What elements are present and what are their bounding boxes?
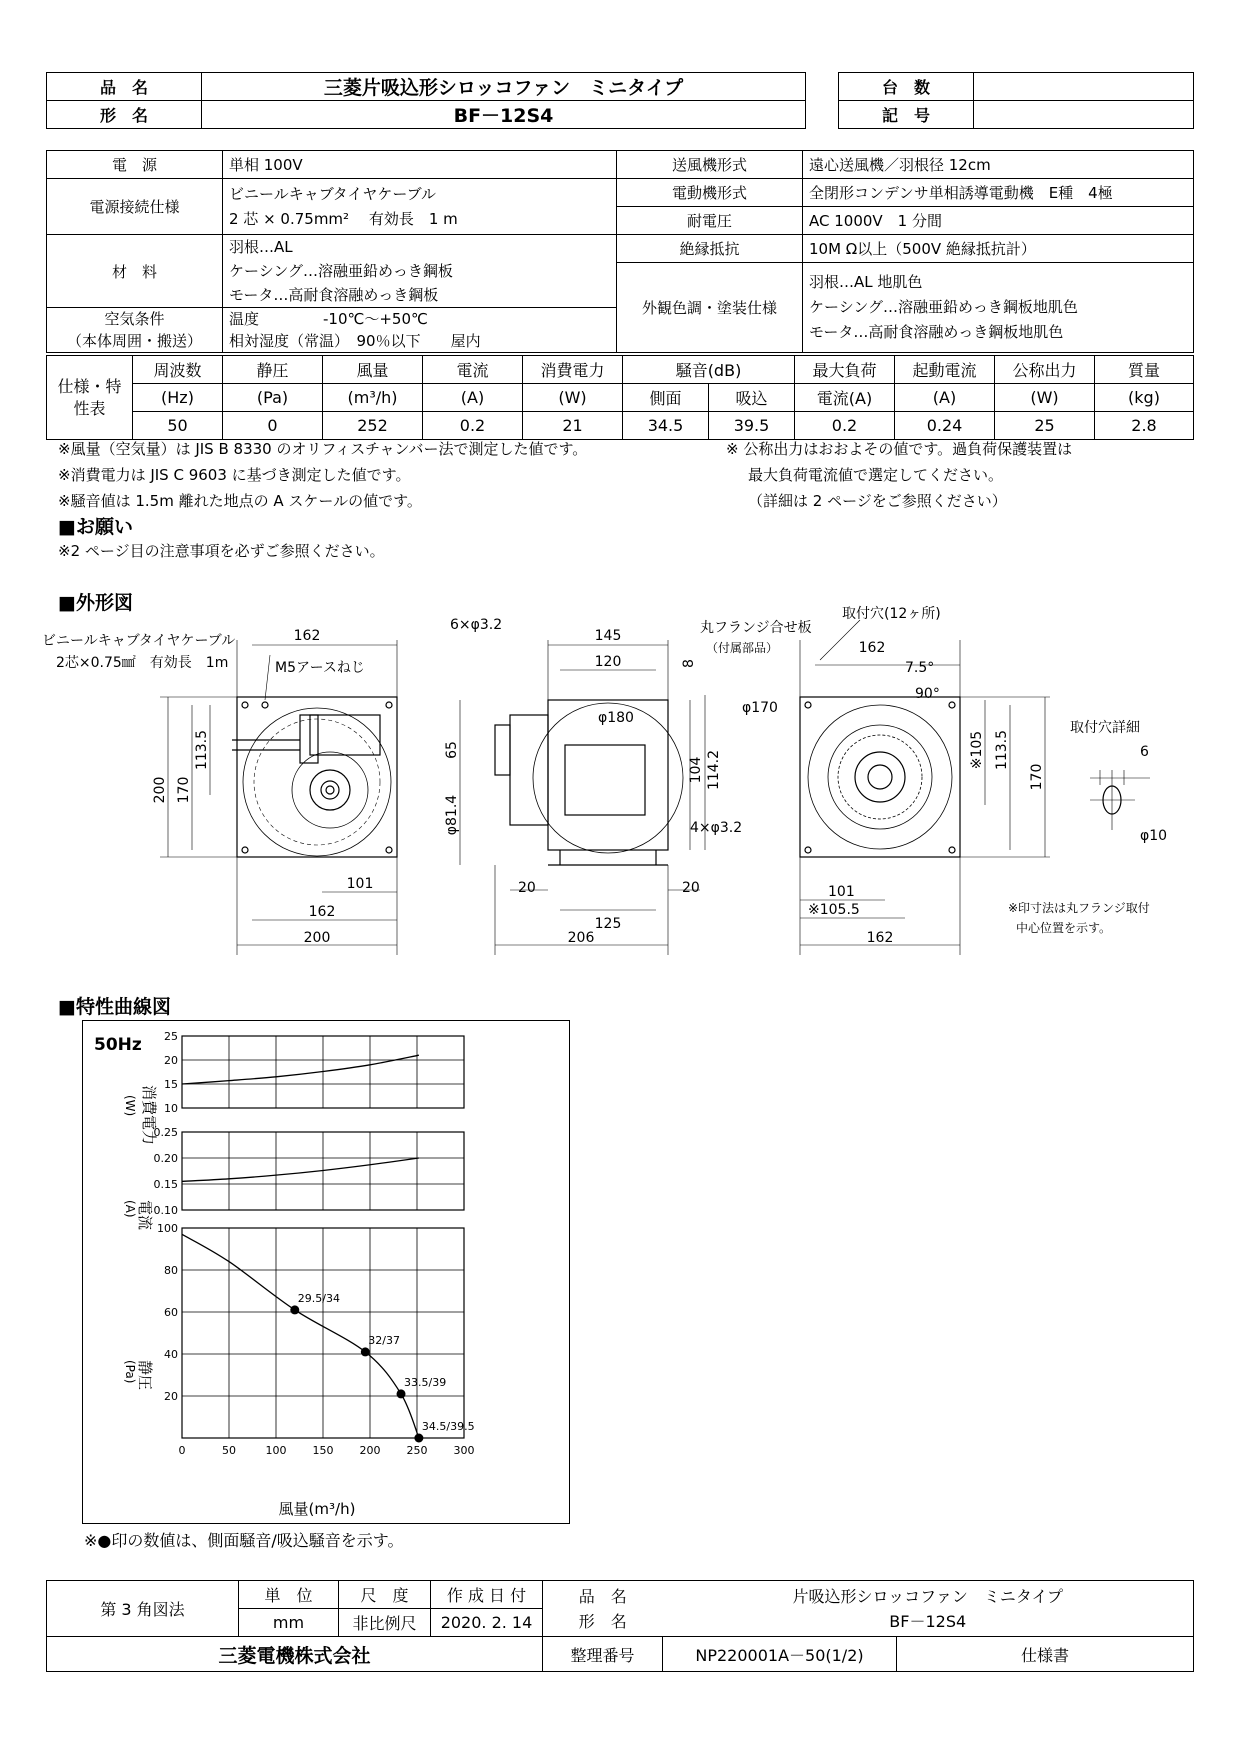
blower-type-label: 送風機形式 [617, 151, 803, 179]
conn-value-2: 2 芯 × 0.75mm² 有効長 1 m [229, 209, 458, 228]
conn-value [223, 179, 617, 235]
model-value: BF－12S4 [202, 101, 806, 129]
dim-m206: 206 [567, 930, 595, 946]
note-power: ※消費電力は JIS C 9603 に基づき測定した値です。 [58, 466, 411, 484]
mark-note-1: ※印寸法は丸フランジ取付 [1008, 901, 1150, 915]
air-humidity: 相対湿度（常温） 90％以下 屋内 [229, 332, 481, 350]
conn-value-1: ビニールキャブタイヤケーブル [229, 184, 437, 203]
unit-start-current: (A) [895, 384, 995, 412]
blower-type-value: 遠心送風機／羽根径 12cm [803, 151, 1194, 179]
dim-r1135: 113.5 [994, 729, 1010, 771]
insulation-label: 絶縁抵抗 [617, 235, 803, 263]
dim-l162: 162 [293, 628, 321, 644]
insulation-value: 10M Ω以上（500V 絶縁抵抗計） [803, 235, 1194, 263]
footer-model-value: BF－12S4 [889, 1611, 967, 1631]
dim-l101: 101 [346, 876, 374, 892]
outline-title: ■外形図 [58, 592, 133, 614]
y-tick-label: 0.20 [153, 1152, 178, 1165]
note-output-3: （詳細は 2 ページをご参照ください） [748, 492, 1007, 510]
footer-company: 三菱電機株式会社 [47, 1637, 543, 1672]
noise-intake: 吸込 [709, 384, 795, 412]
pressure-axis-label: 静圧 [136, 1360, 154, 1391]
dim-m4h: 4×φ3.2 [690, 820, 743, 836]
footer-name-values [663, 1581, 1194, 1637]
dim-r170d: φ170 [742, 700, 778, 716]
data-label: 34.5/39.5 [421, 1420, 475, 1433]
data-label: 33.5/39 [404, 1375, 447, 1389]
air-label [47, 308, 223, 353]
dim-r162b: 162 [866, 930, 894, 946]
data-point [397, 1389, 406, 1398]
dim-r90: 90° [915, 686, 940, 702]
val-output: 25 [995, 412, 1095, 440]
y-tick-label: 0.25 [153, 1126, 178, 1139]
withstand-label: 耐電圧 [617, 207, 803, 235]
spec-table [46, 150, 1194, 353]
val-pressure: 0 [223, 412, 323, 440]
holes-label: 取付穴(12ヶ所) [842, 606, 941, 622]
current-axis-label: 電流 [136, 1200, 154, 1231]
mark-label: 記 号 [839, 101, 974, 129]
footer-ref-label: 整理番号 [543, 1637, 663, 1672]
air-temp-label: 温度 [229, 310, 260, 328]
val-max-current: 0.2 [795, 412, 895, 440]
dim-r101: 101 [828, 884, 855, 900]
dim-m814: φ81.4 [444, 794, 460, 836]
dim-h10: φ10 [1140, 828, 1168, 844]
hdr-power: 消費電力 [523, 356, 623, 384]
x-tick-label: 0 [178, 1444, 186, 1457]
name-value: 三菱片吸込形シロッコファン ミニタイプ [202, 73, 806, 101]
val-start-current: 0.24 [895, 412, 995, 440]
flange-label-2: （付属部品） [706, 641, 779, 655]
material-value [223, 235, 617, 308]
outline-drawing [0, 600, 1240, 960]
request-text: ※2 ページ目の注意事項を必ずご参照ください。 [58, 542, 385, 560]
x-tick-label: 200 [359, 1444, 381, 1457]
dim-m65: 65 [444, 741, 460, 759]
qty-value [974, 73, 1194, 101]
unit-power: (W) [523, 384, 623, 412]
dim-l170: 170 [176, 776, 192, 804]
finish-2: ケーシング…溶融亜鉛めっき鋼板地肌色 [809, 298, 1078, 316]
hdr-start-current: 起動電流 [895, 356, 995, 384]
qty-table [838, 72, 1194, 129]
finish-1: 羽根…AL 地肌色 [809, 273, 923, 291]
footer-unit-label: 単 位 [239, 1581, 339, 1609]
y-tick-label: 0.15 [153, 1178, 178, 1191]
y-tick-label: 20 [164, 1054, 178, 1067]
name-label: 品 名 [47, 73, 202, 101]
dim-r75: 7.5° [905, 660, 935, 676]
air-value [223, 308, 617, 353]
dim-l200b: 200 [303, 930, 331, 946]
finish-3: モータ…高耐食溶融めっき鋼板地肌色 [809, 323, 1064, 341]
hdr-mass: 質量 [1095, 356, 1194, 384]
footer-model-label: 形 名 [578, 1611, 627, 1631]
y-tick-label: 10 [164, 1102, 178, 1115]
x-tick-label: 150 [312, 1444, 334, 1457]
hdr-current: 電流 [423, 356, 523, 384]
dim-m125: 125 [594, 916, 622, 932]
footer-name-value: 片吸込形シロッコファン ミニタイプ [792, 1586, 1064, 1606]
dim-m20a: 20 [518, 880, 536, 896]
unit-max-current: 電流(A) [795, 384, 895, 412]
withstand-value: AC 1000V 1 分間 [803, 207, 1194, 235]
hdr-noise: 騒音(dB) [623, 356, 795, 384]
footer-name-labels [543, 1581, 663, 1637]
y-tick-label: 100 [157, 1222, 178, 1235]
material-1: 羽根…AL [229, 238, 293, 256]
conn-label: 電源接続仕様 [47, 179, 223, 235]
y-tick-label: 40 [164, 1348, 178, 1361]
qty-label: 台 数 [839, 73, 974, 101]
air-label-1: 空気条件 [104, 310, 165, 328]
motor-type-label: 電動機形式 [617, 179, 803, 207]
model-label: 形 名 [47, 101, 202, 129]
dim-m6h: 6×φ3.2 [450, 617, 503, 633]
curve-title: ■特性曲線図 [58, 996, 171, 1018]
unit-mass: (kg) [1095, 384, 1194, 412]
dim-m104: 104 [688, 756, 704, 784]
y-tick-label: 25 [164, 1030, 178, 1043]
material-3: モータ…高耐食溶融めっき鋼板 [229, 286, 439, 304]
data-point [414, 1434, 423, 1443]
screw-label: M5アースねじ [275, 660, 365, 676]
series-line [182, 1055, 419, 1084]
dim-r170: 170 [1029, 763, 1045, 791]
footer-name-label: 品 名 [578, 1586, 627, 1606]
footer-scale-label: 尺 度 [339, 1581, 431, 1609]
header-table [46, 72, 806, 129]
val-current: 0.2 [423, 412, 523, 440]
unit-current: (A) [423, 384, 523, 412]
material-label: 材 料 [47, 235, 223, 308]
val-power: 21 [523, 412, 623, 440]
unit-pressure: (Pa) [223, 384, 323, 412]
note-airflow: ※風量（空気量）は JIS B 8330 のオリフィスチャンバー法で測定した値です。 [58, 440, 588, 458]
data-point [290, 1305, 299, 1314]
val-noise-side: 34.5 [623, 412, 709, 440]
pressure-axis-unit: (Pa) [123, 1360, 137, 1384]
hdr-pressure: 静圧 [223, 356, 323, 384]
y-tick-label: 20 [164, 1390, 178, 1403]
footer-projection: 第 3 角図法 [47, 1581, 239, 1637]
cable-label-1: ビニールキャブタイヤケーブル [42, 633, 236, 649]
curve-freq: 50Hz [94, 1035, 142, 1055]
footer-date-value: 2020. 2. 14 [431, 1609, 543, 1637]
hdr-output: 公称出力 [995, 356, 1095, 384]
x-axis-label: 風量(m³/h) [278, 1500, 356, 1518]
mark-note-2: 中心位置を示す。 [1016, 921, 1112, 935]
note-noise: ※騒音値は 1.5m 離れた地点の A スケールの値です。 [58, 492, 422, 510]
dim-m8: 8 [681, 659, 697, 668]
note-output-2: 最大負荷電流値で選定してください。 [748, 466, 1004, 484]
unit-output: (W) [995, 384, 1095, 412]
val-noise-intake: 39.5 [709, 412, 795, 440]
dim-m1142: 114.2 [706, 749, 722, 791]
hdr-max-current: 最大負荷 [795, 356, 895, 384]
val-mass: 2.8 [1095, 412, 1194, 440]
dim-l162b: 162 [308, 904, 336, 920]
noise-side: 側面 [623, 384, 709, 412]
curve-note: ※●印の数値は、側面騒音/吸込騒音を示す。 [84, 1531, 404, 1550]
data-label: 29.5/34 [297, 1291, 341, 1305]
dim-h6: 6 [1140, 744, 1149, 760]
dim-m120: 120 [594, 654, 622, 670]
y-tick-label: 60 [164, 1306, 178, 1319]
footer-scale-value: 非比例尺 [339, 1609, 431, 1637]
power-value: 単相 100V [223, 151, 617, 179]
x-tick-label: 100 [265, 1444, 287, 1457]
unit-airflow: (m³/h) [323, 384, 423, 412]
unit-freq: (Hz) [133, 384, 223, 412]
x-tick-label: 250 [406, 1444, 428, 1457]
dim-m20b: 20 [682, 880, 700, 896]
x-tick-label: 300 [453, 1444, 475, 1457]
data-label: 32/37 [368, 1333, 401, 1347]
y-tick-label: 15 [164, 1078, 178, 1091]
x-tick-label: 50 [222, 1444, 236, 1457]
footer-table [46, 1580, 1194, 1672]
power-axis-label: 消費電力 [140, 1085, 158, 1146]
series-line [182, 1158, 419, 1181]
dim-l1135: 113.5 [194, 729, 210, 771]
data-point [361, 1347, 370, 1356]
flange-label-1: 丸フランジ合せ板 [700, 620, 812, 636]
hdr-airflow: 風量 [323, 356, 423, 384]
val-airflow: 252 [323, 412, 423, 440]
note-output: ※ 公称出力はおおよその値です。過負荷保護装置は [726, 440, 1073, 458]
request-title: ■お願い [58, 516, 133, 538]
mark-value [974, 101, 1194, 129]
motor-type-value: 全閉形コンデンサ単相誘導電動機 E種 4極 [803, 179, 1194, 207]
y-tick-label: 0.10 [153, 1204, 178, 1217]
hole-detail-label: 取付穴詳細 [1070, 720, 1140, 736]
char-row-label: 仕様・特性表 [47, 356, 133, 440]
dim-r105: ※105 [969, 730, 985, 770]
val-freq: 50 [133, 412, 223, 440]
power-axis-unit: (W) [123, 1095, 137, 1117]
air-label-2: （本体周囲・搬送） [66, 332, 202, 350]
y-tick-label: 80 [164, 1264, 178, 1277]
footer-ref-value: NP220001A－50(1/2) [663, 1637, 897, 1672]
curve-chart [82, 1020, 568, 1522]
dim-m180: φ180 [598, 710, 634, 726]
finish-value [803, 263, 1194, 353]
cable-label-2: 2芯×0.75㎟ 有効長 1m [56, 655, 229, 671]
footer-doc-type: 仕様書 [897, 1637, 1194, 1672]
footer-date-label: 作 成 日 付 [431, 1581, 543, 1609]
material-2: ケーシング…溶融亜鉛めっき鋼板 [229, 262, 453, 280]
hdr-freq: 周波数 [133, 356, 223, 384]
dim-r162: 162 [858, 640, 886, 656]
dim-m145: 145 [594, 628, 622, 644]
char-table [46, 355, 1194, 440]
air-temp-value: -10℃～+50℃ [323, 310, 428, 328]
power-label: 電 源 [47, 151, 223, 179]
current-axis-unit: (A) [123, 1200, 137, 1218]
footer-unit-value: mm [239, 1609, 339, 1637]
dim-l200: 200 [152, 776, 168, 804]
finish-label: 外観色調・塗装仕様 [617, 263, 803, 353]
dim-r1055: ※105.5 [808, 902, 860, 918]
